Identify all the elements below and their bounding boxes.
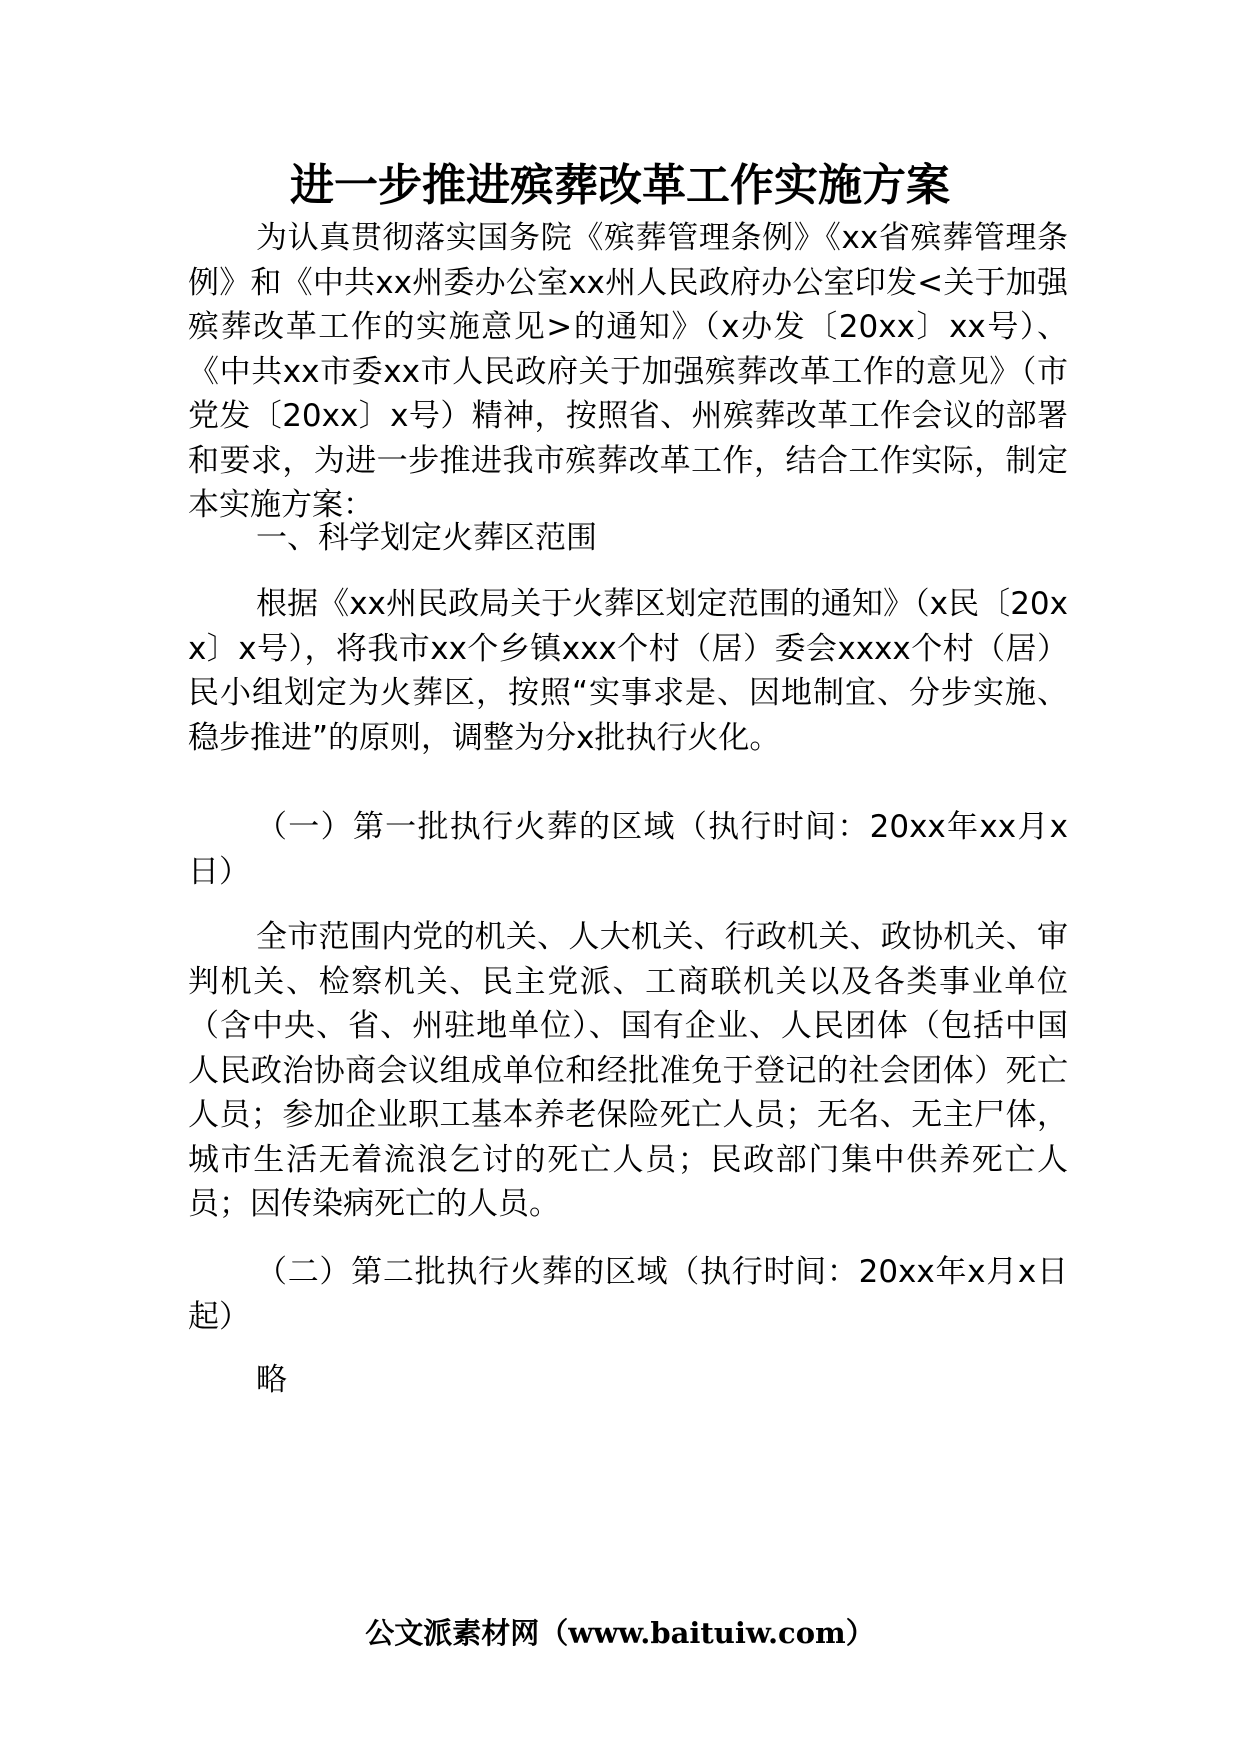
paragraph-block-2 <box>188 516 1068 561</box>
paragraph-block-1 <box>188 216 1068 528</box>
subsection-heading-1: （一）第一批执行火葬的区域（执行时间：20xx年xx月x日） <box>188 809 1068 890</box>
paragraph-block-3 <box>188 582 1068 760</box>
intro-paragraph: 为认真贯彻落实国务院《殡葬管理条例》《xx省殡葬管理条例》和《中共xx州委办公室xx州人民政府办公室印发<关于加强殡葬改革工作的实施意见>的通知》（x办发〔20xx〕xx号）、《中共xx市委xx市人民政府关于加强殡葬改革工作的意见》（市党发〔20xx〕x号）精神，按照省、州殡葬改革工作会议的部署和要求，为进一步推进我市殡葬改革工作，结合工作实际，制定本实施方案： <box>188 220 1068 523</box>
section-1-paragraph: 根据《xx州民政局关于火葬区划定范围的通知》（x民〔20xx〕x号），将我市xx个乡镇xxx个村（居）委会xxxx个村（居）民小组划定为火葬区，按照“实事求是、因地制宜、分步实施、稳步推进”的原则，调整为分x批执行火化。 <box>188 586 1068 756</box>
paragraph-block-7 <box>188 1358 1068 1403</box>
document-title: 进一步推进殡葬改革工作实施方案 <box>290 160 950 211</box>
section-heading-1: 一、科学划定火葬区范围 <box>256 520 597 556</box>
paragraph-block-4 <box>188 805 1068 894</box>
paragraph-block-6 <box>188 1250 1068 1339</box>
paragraph-block-5 <box>188 915 1068 1227</box>
subsection-heading-2: （二）第二批执行火葬的区域（执行时间：20xx年x月x日起） <box>188 1254 1068 1335</box>
omitted-paragraph: 略 <box>256 1362 287 1398</box>
footer-watermark: 公文派素材网（www.baituiw.com） <box>365 1616 875 1650</box>
subsection-1-paragraph: 全市范围内党的机关、人大机关、行政机关、政协机关、审判机关、检察机关、民主党派、工商联机关以及各类事业单位（含中央、省、州驻地单位）、国有企业、人民团体（包括中国人民政治协商会议组成单位和经批准免于登记的社会团体）死亡人员；参加企业职工基本养老保险死亡人员；无名、无主尸体，城市生活无着流浪乞讨的死亡人员；民政部门集中供养死亡人员；因传染病死亡的人员。 <box>188 919 1068 1222</box>
